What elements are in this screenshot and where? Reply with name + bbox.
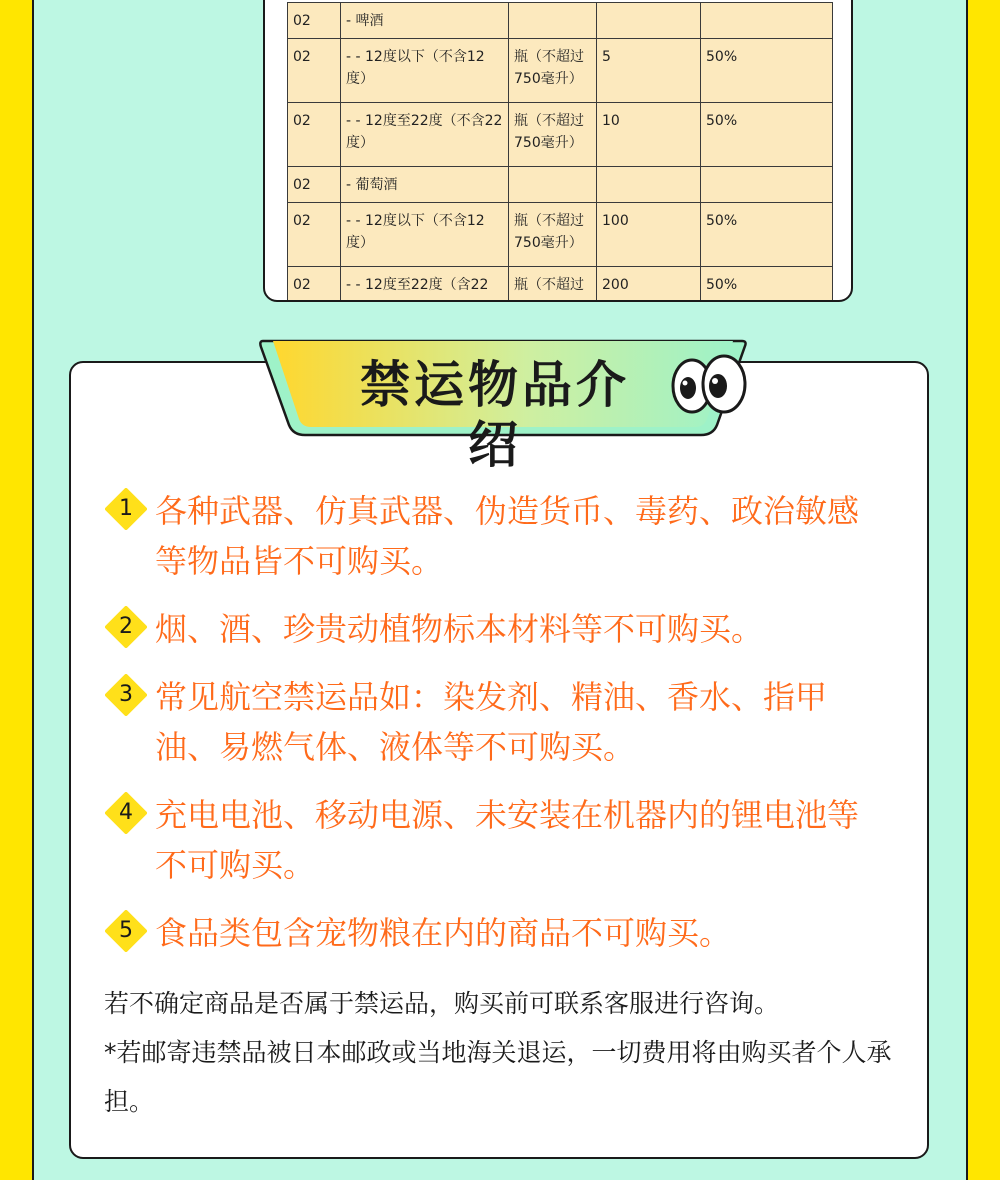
table-cell: 100 <box>597 203 701 267</box>
table-cell <box>597 167 701 203</box>
table-cell: - - 12度至22度（含22 <box>341 267 509 303</box>
eyes-icon <box>670 352 750 418</box>
list-item-text: 烟、酒、珍贵动植物标本材料等不可购买。 <box>155 610 764 648</box>
table-cell: 50% <box>701 267 833 303</box>
table-cell <box>509 3 597 39</box>
list-item-text: 充电电池、移动电源、未安装在机器内的锂电池等不可购买。 <box>155 796 860 884</box>
table-cell: - - 12度以下（不含12度） <box>341 203 509 267</box>
table-cell: 02 <box>288 39 341 103</box>
list-item-text: 各种武器、仿真武器、伪造货币、毒药、政治敏感等物品皆不可购买。 <box>155 492 860 580</box>
panel-border-left <box>32 0 34 1180</box>
table-cell: 5 <box>597 39 701 103</box>
table-row <box>288 39 833 103</box>
table-cell: - 啤酒 <box>341 3 509 39</box>
tariff-table <box>287 2 833 302</box>
list-item-text: 常见航空禁运品如：染发剂、精油、香水、指甲油、易燃气体、液体等不可购买。 <box>155 678 828 766</box>
table-cell: 瓶（不超过750毫升） <box>509 103 597 167</box>
number-badge: 5 <box>105 910 147 952</box>
table-cell: 02 <box>288 103 341 167</box>
tariff-table-card <box>263 0 853 302</box>
table-cell: 50% <box>701 103 833 167</box>
table-row <box>288 103 833 167</box>
number-badge: 4 <box>105 792 147 834</box>
table-cell: 50% <box>701 203 833 267</box>
table-cell: 200 <box>597 267 701 303</box>
banner-title: 禁运物品介绍 <box>360 356 630 474</box>
table-cell <box>509 167 597 203</box>
table-cell: 瓶（不超过750毫升） <box>509 203 597 267</box>
consult-note: 若不确定商品是否属于禁运品，购买前可联系客服进行咨询。 <box>104 989 780 1018</box>
number-badge: 3 <box>105 674 147 716</box>
table-cell: 瓶（不超过750毫升） <box>509 39 597 103</box>
table-cell: 02 <box>288 203 341 267</box>
table-cell: 10 <box>597 103 701 167</box>
table-cell: 02 <box>288 167 341 203</box>
table-cell: 50% <box>701 39 833 103</box>
table-cell: - - 12度以下（不含12度） <box>341 39 509 103</box>
table-row <box>288 3 833 39</box>
table-cell: 瓶（不超过 <box>509 267 597 303</box>
table-cell <box>597 3 701 39</box>
table-cell: - 葡萄酒 <box>341 167 509 203</box>
table-row <box>288 167 833 203</box>
table-cell <box>701 167 833 203</box>
number-badge: 1 <box>105 488 147 530</box>
panel-border-right <box>966 0 968 1180</box>
return-cost-note: *若邮寄违禁品被日本邮政或当地海关退运，一切费用将由购买者个人承担。 <box>104 1038 892 1116</box>
table-row <box>288 267 833 303</box>
table-cell: 02 <box>288 267 341 303</box>
table-cell: 02 <box>288 3 341 39</box>
table-row <box>288 203 833 267</box>
table-cell: - - 12度至22度（不含22度） <box>341 103 509 167</box>
list-item-text: 食品类包含宠物粮在内的商品不可购买。 <box>155 914 732 952</box>
number-badge: 2 <box>105 606 147 648</box>
table-cell <box>701 3 833 39</box>
